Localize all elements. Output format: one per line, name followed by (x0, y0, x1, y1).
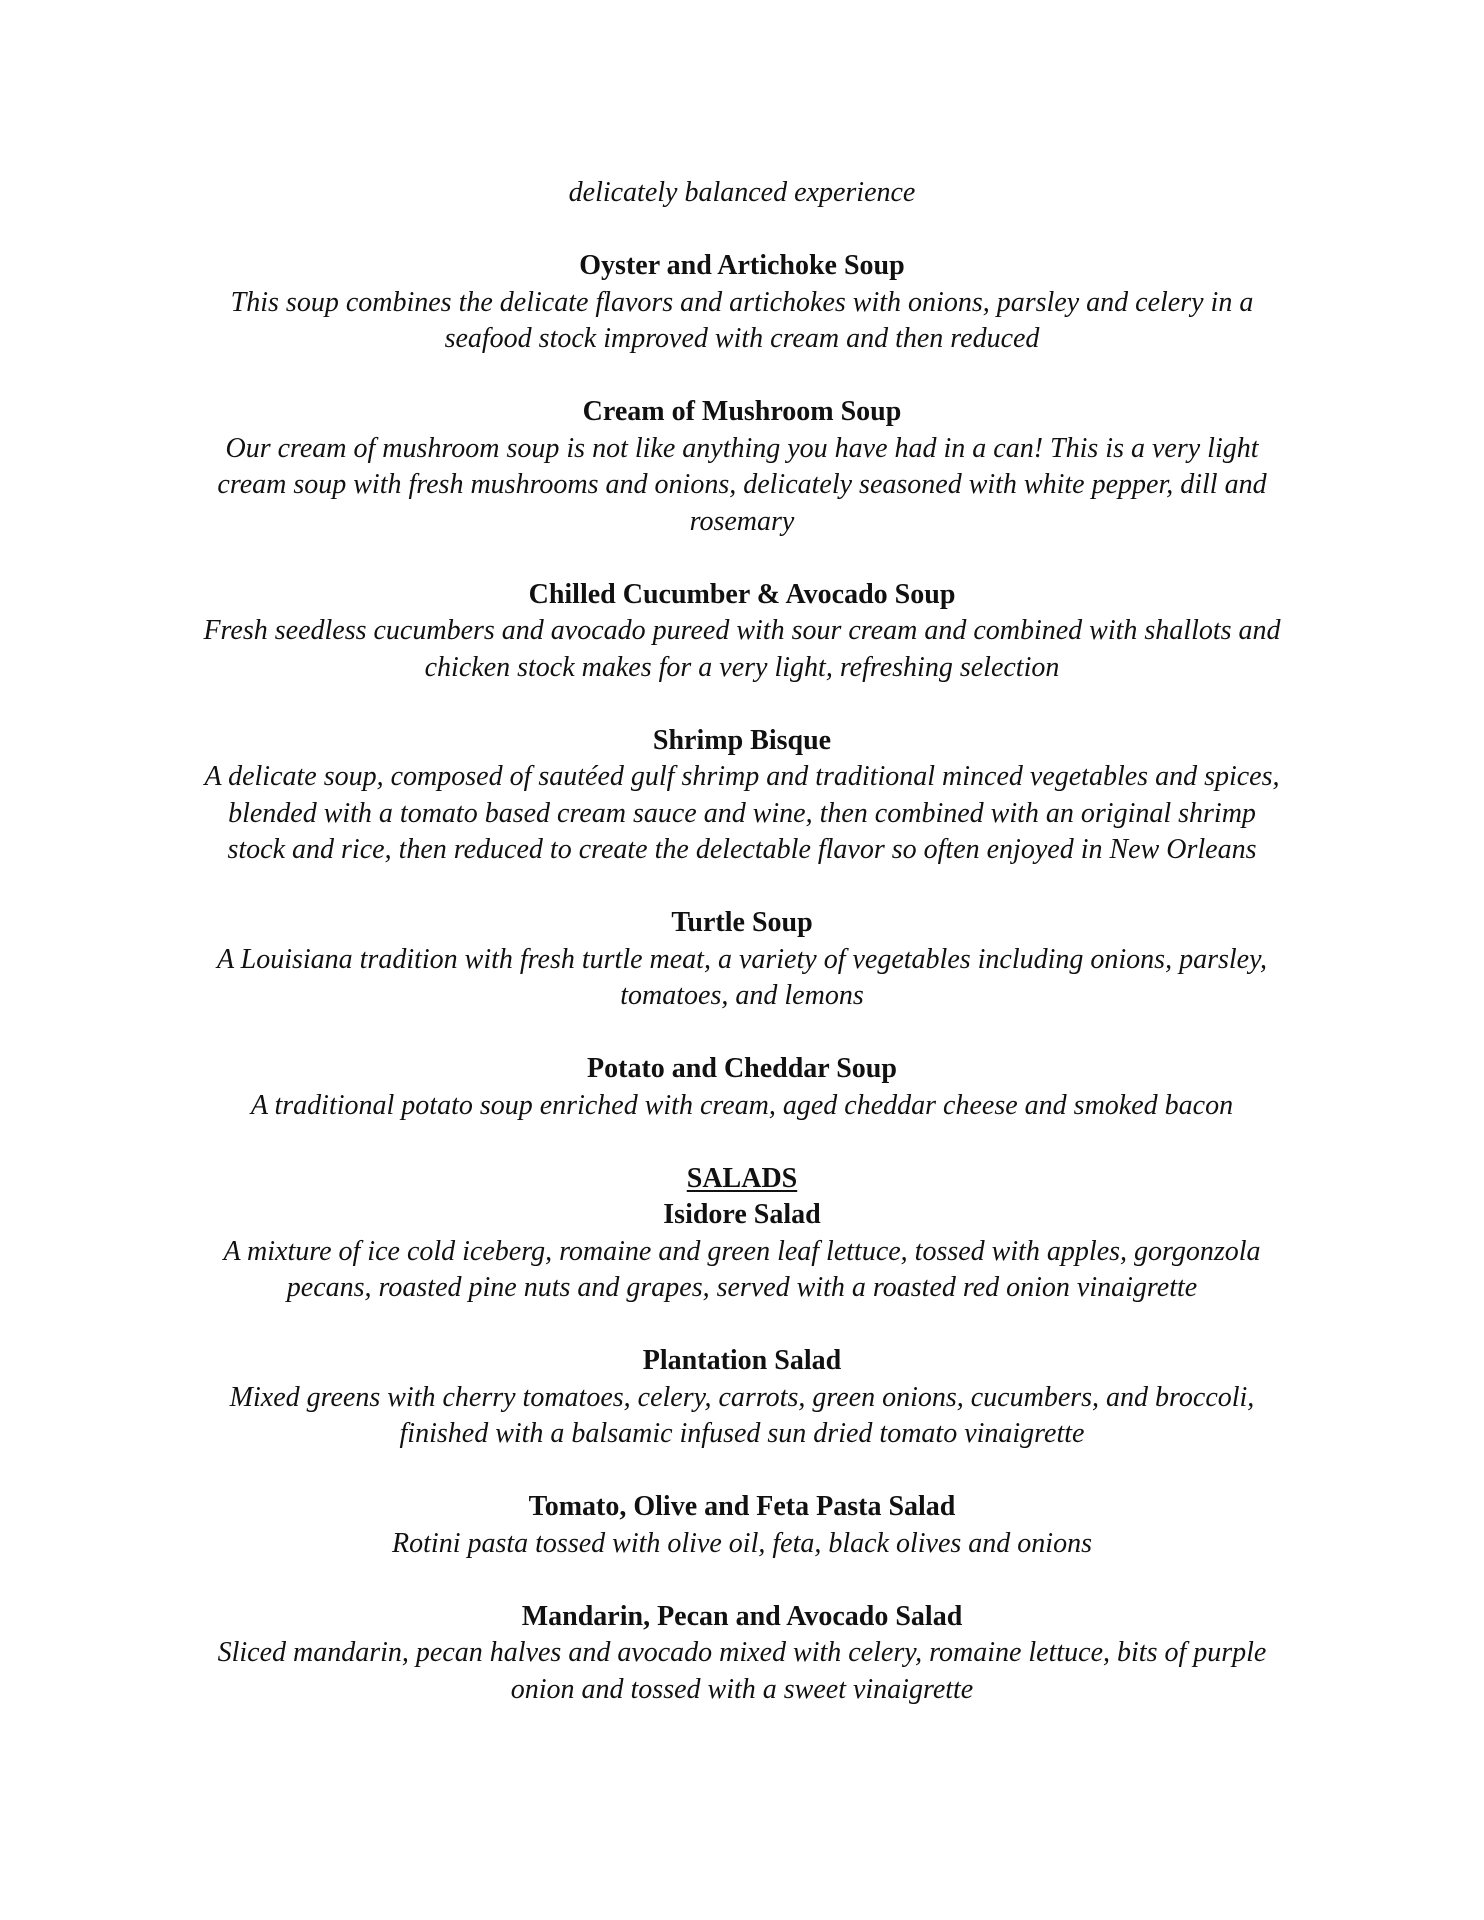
description-line: A delicate soup, composed of sautéed gulf shrimp and traditional minced vegetables and spices, (204, 761, 1280, 792)
description-line: Mixed greens with cherry tomatoes, celery, carrots, green onions, cucumbers, and broccoli, (229, 1381, 1255, 1413)
menu-item-turtle-soup (150, 905, 1334, 1015)
description-line: tomatoes, and lemons (620, 980, 864, 1011)
menu-item-shrimp-bisque (150, 723, 1334, 869)
item-name: Cream of Mushroom Soup (582, 396, 902, 427)
description-line: This soup combines the delicate flavors and artichokes with onions, parsley and celery in a (230, 286, 1254, 318)
menu-item-potato-cheddar-soup (150, 1051, 1334, 1124)
item-name: Plantation Salad (642, 1345, 842, 1376)
item-name: Shrimp Bisque (652, 724, 832, 756)
description-line: Rotini pasta tossed with olive oil, feta, black olives and onions (392, 1527, 1092, 1559)
item-description (150, 431, 1334, 541)
menu-item-chilled-cucumber-avocado-soup (150, 577, 1334, 687)
description-line: Fresh seedless cucumbers and avocado pureed with sour cream and combined with shallots and (203, 615, 1281, 646)
description-line: finished with a balsamic infused sun dried tomato vinaigrette (399, 1418, 1085, 1449)
intro-text: delicately balanced experience (568, 177, 916, 208)
description-line: seafood stock improved with cream and then reduced (444, 323, 1040, 354)
item-description (150, 613, 1334, 686)
description-line: pecans, roasted pine nuts and grapes, served with a roasted red onion vinaigrette (286, 1272, 1198, 1303)
item-name: Oyster and Artichoke Soup (579, 250, 905, 281)
description-line: cream soup with fresh mushrooms and onions, delicately seasoned with white pepper, dill and (217, 469, 1267, 500)
item-name: Potato and Cheddar Soup (587, 1053, 897, 1084)
description-line: A traditional potato soup enriched with cream, aged cheddar cheese and smoked bacon (250, 1089, 1234, 1121)
description-line: Sliced mandarin, pecan halves and avocado mixed with celery, romaine lettuce, bits of purple (217, 1637, 1267, 1668)
item-description (150, 1088, 1334, 1125)
menu-item-oyster-artichoke-soup (150, 248, 1334, 358)
item-description (150, 1526, 1334, 1563)
menu-item-cream-of-mushroom-soup (150, 394, 1334, 540)
item-name: Chilled Cucumber & Avocado Soup (528, 578, 956, 610)
description-line: rosemary (689, 505, 795, 537)
description-line: chicken stock makes for a very light, refreshing selection (424, 651, 1060, 683)
description-line: stock and rice, then reduced to create the delectable flavor so often enjoyed in New Orleans (227, 834, 1257, 865)
item-description (150, 1380, 1334, 1453)
description-line: blended with a tomato based cream sauce and wine, then combined with an original shrimp (228, 797, 1256, 829)
section-heading-salads: SALADS (686, 1162, 798, 1194)
item-description (150, 285, 1334, 358)
item-name: Tomato, Olive and Feta Pasta Salad (528, 1491, 956, 1522)
description-line: Our cream of mushroom soup is not like anything you have had in a can! This is a very light (225, 432, 1259, 464)
menu-item-mandarin-pecan-avocado-salad (150, 1599, 1334, 1709)
item-description (150, 942, 1334, 1015)
item-name: Mandarin, Pecan and Avocado Salad (521, 1600, 963, 1632)
menu-item-isidore-salad (150, 1161, 1334, 1307)
description-line: onion and tossed with a sweet vinaigrette (510, 1673, 974, 1705)
item-description (150, 1234, 1334, 1307)
item-name: Isidore Salad (663, 1199, 821, 1230)
menu-item-tomato-olive-feta-pasta-salad (150, 1489, 1334, 1562)
menu-item-plantation-salad (150, 1343, 1334, 1453)
item-description (150, 1635, 1334, 1708)
item-description (150, 759, 1334, 869)
description-line: A mixture of ice cold iceberg, romaine and green leaf lettuce, tossed with apples, gorgonzola (223, 1235, 1261, 1267)
item-name: Turtle Soup (671, 907, 813, 938)
description-line: A Louisiana tradition with fresh turtle meat, a variety of vegetables including onions, parsley, (217, 943, 1267, 975)
menu-page (150, 175, 1334, 1745)
